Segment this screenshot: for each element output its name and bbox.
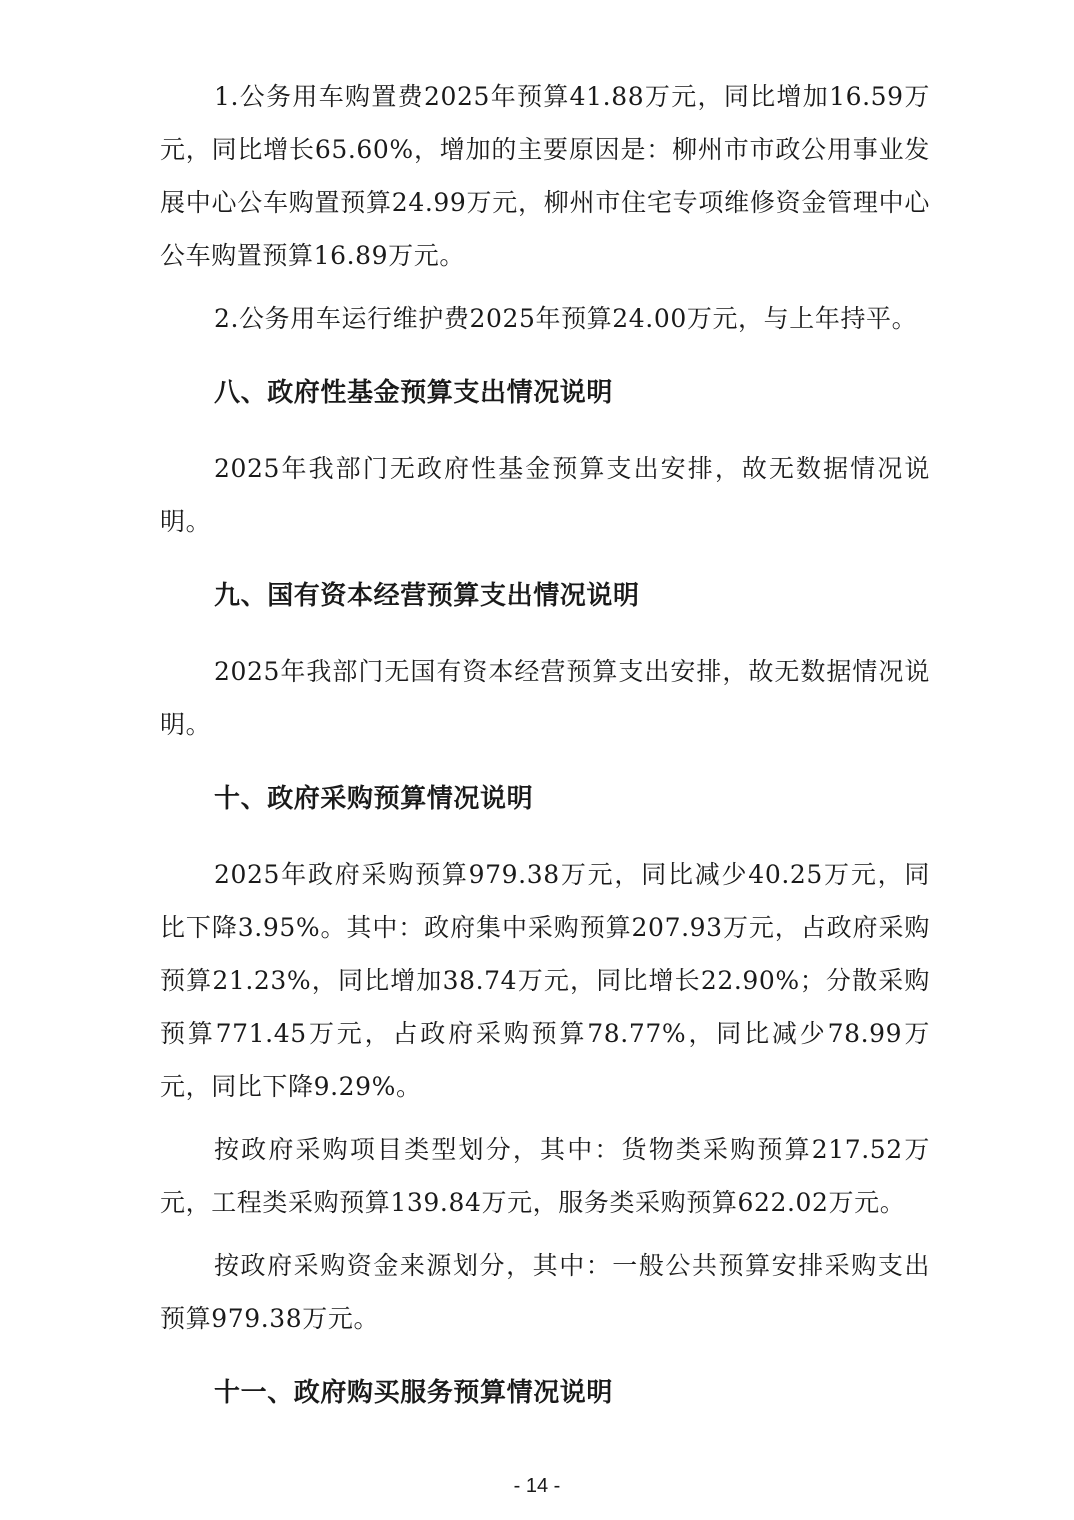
section-heading-purchased-services: 十一、政府购买服务预算情况说明 (214, 1378, 614, 1408)
document-body (160, 70, 930, 1420)
paragraph-government-fund: 2025年我部门无政府性基金预算支出安排，故无数据情况说明。 (160, 454, 930, 536)
section-heading-government-fund: 八、政府性基金预算支出情况说明 (214, 378, 614, 408)
paragraph-procurement-by-source: 按政府采购资金来源划分，其中：一般公共预算安排采购支出预算979.38万元。 (160, 1251, 930, 1333)
page-number: - 14 - (513, 1475, 561, 1497)
paragraph-state-capital: 2025年我部门无国有资本经营预算支出安排，故无数据情况说明。 (160, 657, 930, 739)
paragraph-vehicle-purchase: 1.公务用车购置费2025年预算41.88万元，同比增加16.59万元，同比增长65.60%，增加的主要原因是：柳州市市政公用事业发展中心公车购置预算24.99万元，柳州市住宅专项维修资金管理中心公车购置预算16.89万元。 (160, 82, 930, 270)
section-heading-procurement: 十、政府采购预算情况说明 (214, 784, 534, 814)
paragraph-procurement-by-type: 按政府采购项目类型划分，其中：货物类采购预算217.52万元，工程类采购预算139.84万元，服务类采购预算622.02万元。 (160, 1135, 930, 1217)
paragraph-vehicle-maintenance: 2.公务用车运行维护费2025年预算24.00万元，与上年持平。 (214, 304, 918, 333)
paragraph-procurement-summary: 2025年政府采购预算979.38万元，同比减少40.25万元，同比下降3.95%。其中：政府集中采购预算207.93万元，占政府采购预算21.23%，同比增加38.74万元，同比增长22.90%；分散采购预算771.45万元，占政府采购预算78.77%，同比减少78.99万元，同比下降9.29%。 (160, 860, 930, 1101)
section-heading-state-capital: 九、国有资本经营预算支出情况说明 (214, 581, 640, 611)
